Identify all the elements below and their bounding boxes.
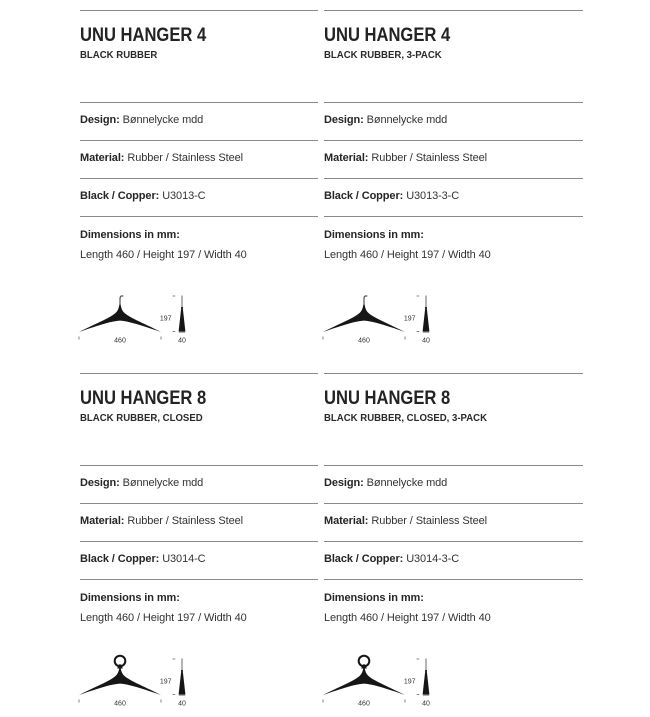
spec-value: Rubber / Stainless Steel (127, 152, 243, 164)
length-dimension-label: 460 (114, 700, 126, 707)
spec-row-design (324, 465, 583, 503)
hanger-dimension-diagram (322, 288, 583, 344)
dimensions-section (324, 579, 583, 639)
hanger-diagram-icon (78, 651, 198, 707)
spec-label: Material: (324, 152, 369, 164)
length-dimension-label: 460 (358, 337, 370, 344)
product-subtitle (80, 413, 318, 425)
spec-row-design (324, 102, 583, 140)
spec-value: Rubber / Stainless Steel (371, 152, 487, 164)
spec-label: Material: (324, 515, 369, 527)
spec-value: U3013-C (162, 190, 206, 202)
spec-row-material (324, 140, 583, 178)
product-title-text: UNU HANGER 4 (80, 24, 207, 46)
spec-row-color-code (324, 541, 583, 579)
spec-label: Black / Copper: (80, 553, 160, 565)
spec-label: Black / Copper: (80, 190, 160, 202)
hanger-open-hook-icon (364, 296, 367, 305)
spec-label: Design: (324, 477, 364, 489)
product-card (80, 373, 318, 707)
product-title-text: UNU HANGER 4 (324, 24, 451, 46)
product-subtitle-text: BLACK RUBBER, 3-PACK (324, 50, 442, 61)
spec-row-color-code (80, 541, 318, 579)
hanger-front-view-icon (79, 305, 161, 333)
product-subtitle-text: BLACK RUBBER, CLOSED (80, 413, 203, 424)
spec-value: Rubber / Stainless Steel (127, 515, 243, 527)
height-dimension-label: 197 (403, 678, 416, 686)
product-title-text: UNU HANGER 8 (324, 387, 451, 409)
spec-row-color-code (80, 178, 318, 216)
dimensions-value: Length 460 / Height 197 / Width 40 (324, 612, 491, 624)
spec-value: Bønnelycke mdd (366, 477, 448, 489)
hanger-side-wire (425, 659, 426, 672)
spec-row-color-code (324, 178, 583, 216)
hanger-open-hook-icon (120, 296, 123, 305)
hanger-side-view-icon (179, 673, 186, 695)
dimensions-section (80, 579, 318, 639)
hanger-side-wire (181, 659, 182, 672)
hanger-side-wire (181, 296, 182, 309)
hanger-side-base (423, 695, 429, 696)
width-dimension-label: 40 (178, 337, 186, 344)
product-header (80, 10, 318, 102)
hanger-side-view-icon (423, 310, 430, 332)
hanger-diagram-icon (322, 651, 442, 707)
hanger-front-view-icon (323, 305, 405, 333)
width-dimension-label: 40 (422, 700, 430, 707)
hanger-side-view-icon (179, 310, 186, 332)
product-subtitle-text: BLACK RUBBER, CLOSED, 3-PACK (324, 413, 488, 424)
product-header (80, 373, 318, 465)
spec-label: Black / Copper: (324, 553, 404, 565)
spec-row-material (80, 503, 318, 541)
hanger-side-wire (425, 296, 426, 309)
spec-label: Design: (80, 477, 120, 489)
hanger-side-view-icon (423, 673, 430, 695)
dimensions-value: Length 460 / Height 197 / Width 40 (80, 249, 247, 261)
dimensions-label: Dimensions in mm: (324, 229, 424, 241)
hanger-side-base (179, 332, 185, 333)
product-card (324, 10, 583, 344)
hanger-dimension-diagram (78, 288, 318, 344)
height-dimension-label: 197 (159, 315, 172, 323)
spec-value: Bønnelycke mdd (122, 114, 204, 126)
hanger-front-view-icon (323, 668, 405, 696)
product-subtitle-text: BLACK RUBBER (80, 50, 158, 61)
width-dimension-label: 40 (422, 337, 430, 344)
dimensions-label: Dimensions in mm: (324, 592, 424, 604)
dimensions-value: Length 460 / Height 197 / Width 40 (324, 249, 491, 261)
spec-value: Rubber / Stainless Steel (371, 515, 487, 527)
spec-row-design (80, 465, 318, 503)
hanger-diagram-icon (78, 288, 198, 344)
length-dimension-label: 460 (358, 700, 370, 707)
spec-row-material (324, 503, 583, 541)
height-dimension-label: 197 (403, 315, 416, 323)
product-spec-sheet (80, 0, 583, 707)
hanger-dimension-diagram (322, 651, 583, 707)
hanger-dimension-diagram (78, 651, 318, 707)
hanger-front-view-icon (79, 668, 161, 696)
product-title (80, 387, 318, 409)
dimensions-value: Length 460 / Height 197 / Width 40 (80, 612, 247, 624)
spec-value: Bønnelycke mdd (366, 114, 448, 126)
product-subtitle (324, 50, 583, 62)
product-subtitle (324, 413, 583, 425)
spec-label: Material: (80, 515, 125, 527)
spec-value: Bønnelycke mdd (122, 477, 204, 489)
product-title (324, 387, 583, 409)
hanger-side-base (423, 332, 429, 333)
product-subtitle (80, 50, 318, 62)
product-title (80, 24, 318, 46)
product-header (324, 10, 583, 102)
spec-value: U3013-3-C (406, 190, 460, 202)
spec-value: U3014-C (162, 553, 206, 565)
length-dimension-label: 460 (114, 337, 126, 344)
dimensions-section (324, 216, 583, 276)
hanger-diagram-icon (322, 288, 442, 344)
height-dimension-label: 197 (159, 678, 172, 686)
dimensions-label: Dimensions in mm: (80, 229, 180, 241)
spec-row-material (80, 140, 318, 178)
product-card (324, 373, 583, 707)
product-title (324, 24, 583, 46)
hanger-side-base (179, 695, 185, 696)
product-card (80, 10, 318, 344)
dimensions-label: Dimensions in mm: (80, 592, 180, 604)
width-dimension-label: 40 (178, 700, 186, 707)
spec-label: Design: (80, 114, 120, 126)
spec-label: Design: (324, 114, 364, 126)
product-title-text: UNU HANGER 8 (80, 387, 207, 409)
spec-label: Material: (80, 152, 125, 164)
dimensions-section (80, 216, 318, 276)
spec-label: Black / Copper: (324, 190, 404, 202)
product-header (324, 373, 583, 465)
spec-value: U3014-3-C (406, 553, 460, 565)
spec-row-design (80, 102, 318, 140)
